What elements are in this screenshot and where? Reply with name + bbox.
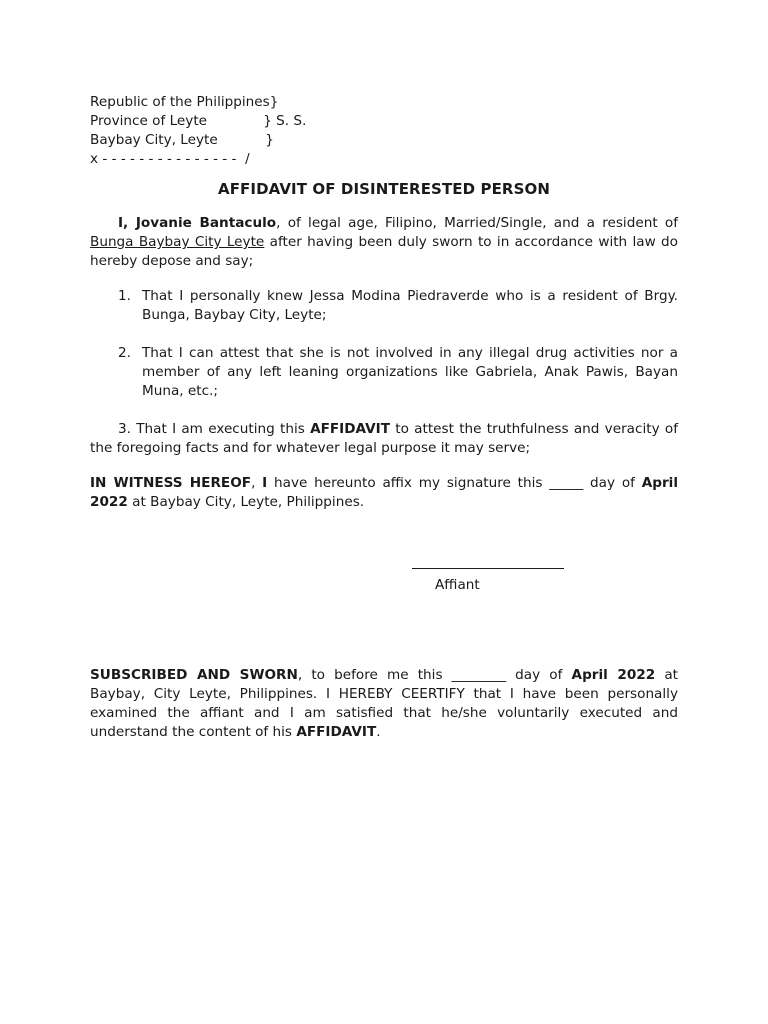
affiant-name: I, Jovanie Bantaculo [118, 215, 277, 231]
witness-i: I [262, 475, 268, 491]
jurat-text-2: at Baybay, City Leyte, Philippines. I HEREBY CEERTIFY that I have been personally examined the affiant and I am satisfied that he/she voluntarily executed and understand the content of his [90, 667, 678, 740]
affidavit-document [90, 93, 678, 742]
jurat-affidavit: AFFIDAVIT [296, 724, 377, 740]
intro-text-2: after having been duly sworn to in accordance with law do hereby depose and say; [90, 234, 678, 269]
witness-place: at Baybay City, Leyte, Philippines. [127, 494, 365, 510]
intro-paragraph [90, 214, 678, 271]
witness-text: have hereunto affix my signature this _____ day of [267, 475, 642, 491]
intro-text-1: , of legal age, Filipino, Married/Single, and a resident of [276, 215, 678, 231]
statement-3-paragraph [90, 420, 678, 458]
item-text: That I personally knew Jessa Modina Piedraverde who is a resident of Brgy. Bunga, Baybay City, Leyte; [142, 288, 678, 323]
jurat-date: April 2022 [571, 667, 656, 683]
signature-line [412, 568, 564, 569]
item3-bold: AFFIDAVIT [310, 421, 390, 437]
jurat-text-1: , to before me this ________ day of [297, 667, 572, 683]
statement-list [90, 287, 678, 401]
affiant-address: Bunga Baybay City Leyte [90, 234, 265, 250]
item3-text-post: to attest the truthfulness and veracity of the foregoing facts and for whatever legal purpose it may serve; [90, 421, 678, 456]
jurat-paragraph [90, 666, 678, 742]
witness-date: April 2022 [90, 475, 678, 510]
item3-text-pre: 3. That I am executing this [118, 421, 311, 437]
jurat-heading: SUBSCRIBED AND SWORN [90, 667, 298, 683]
witness-heading: IN WITNESS HEREOF [90, 475, 252, 491]
caption-province: Province of Leyte } S. S. [90, 113, 307, 129]
caption-block [90, 93, 678, 169]
item-text: That I can attest that she is not involved in any illegal drug activities nor a member of any left leaning organizations like Gabriela, Anak Pawis, Bayan Muna, etc.; [142, 345, 678, 399]
item-number: 1. [118, 288, 131, 304]
witness-paragraph [90, 474, 678, 512]
list-item [90, 344, 678, 401]
witness-sep: , [251, 475, 263, 491]
caption-separator: x - - - - - - - - - - - - - - - / [90, 151, 250, 167]
signature-block [90, 568, 678, 646]
caption-city: Baybay City, Leyte } [90, 132, 274, 148]
caption-republic: Republic of the Philippines} [90, 94, 279, 110]
signature-label: Affiant [435, 577, 480, 593]
document-title: AFFIDAVIT OF DISINTERESTED PERSON [218, 180, 550, 198]
list-item [90, 287, 678, 325]
jurat-end: . [376, 724, 381, 740]
item-number: 2. [118, 345, 131, 361]
